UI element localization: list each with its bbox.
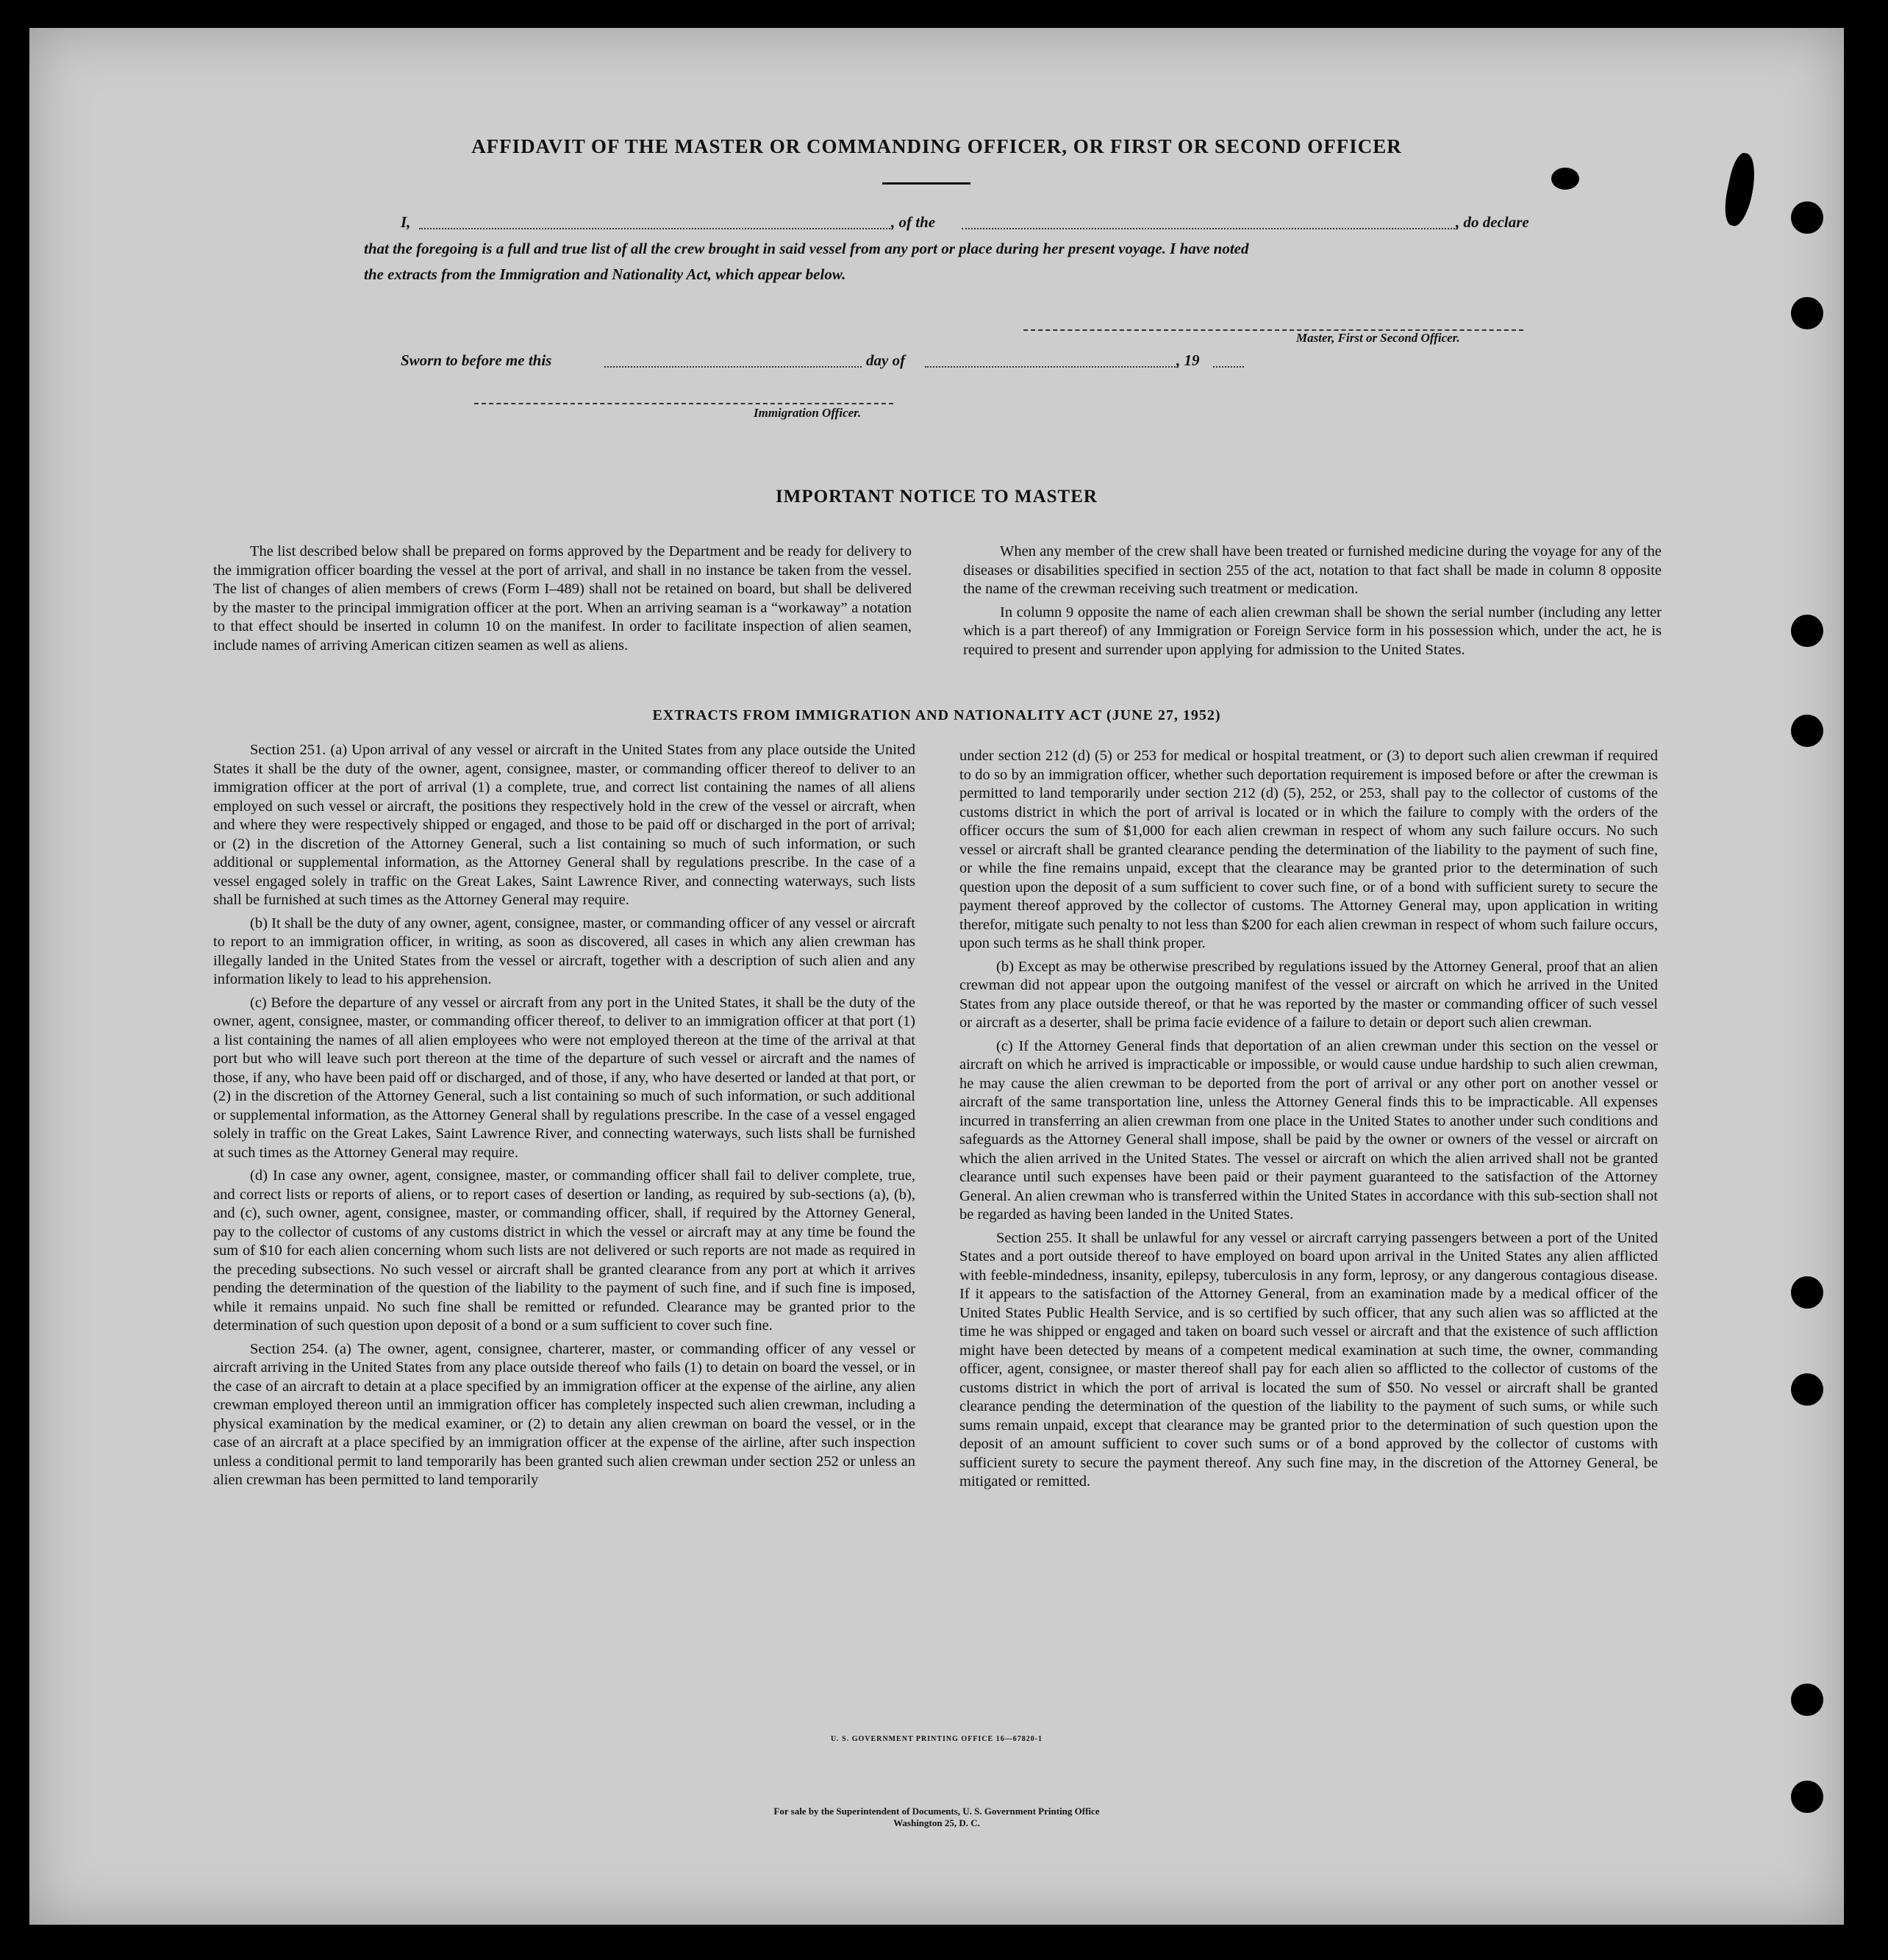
punch-hole: [1791, 1684, 1823, 1716]
notice-left-column: [213, 543, 912, 659]
section-251-c: (c) Before the departure of any vessel or aircraft from any port in the United States, it shall be the duty of the owner, agent, consignee, master, or commanding officer thereof, to deliver to an immigration officer at that port (1) a list containing the names of all alien employees who were not employed thereon at the time of the arrival at that port but who will leave such port thereon at the time of the departure of such vessel or aircraft and the names of those, if any, who have been paid off or discharged, and of those, if any, who have deserted or landed at that port, or (2) in the discretion of the Attorney General, such a list containing so much of such information, or such additional or supplemental information, as the Attorney General shall by regulations prescribe. In the case of a vessel engaged solely in traffic on the Great Lakes, Saint Lawrence River, and connecting waterways, such lists shall be furnished at such times as the Attorney General may require.: [213, 994, 915, 1161]
section-254-c: (c) If the Attorney General finds that deportation of an alien crewman under this section on the vessel or aircraft on which he arrived is impracticable or impossible, or would cause undue hardship to such alien crewman, he may cause the alien crewman to be deported from the port of arrival or any other port on another vessel or aircraft of the same transportation line, unless the Attorney General finds this to be impracticable. All expenses incurred in transferring an alien crewman from one place in the United States to another under such conditions and safeguards as the Attorney General shall impose, shall be paid by the owner or owners of the vessel or aircraft on which the alien arrived in the United States. The vessel or aircraft on which the alien arrived shall not be granted clearance until such expenses have been paid or their payment guaranteed to the satisfaction of the Attorney General. An alien crewman who is transferred within the United States in accordance with this sub-section shall not be regarded as having been landed in the United States.: [959, 1037, 1658, 1223]
punch-hole: [1791, 615, 1823, 647]
notice-left-text: The list described below shall be prepared on forms approved by the Department and be ready for delivery to the immigration officer boarding the vessel at the port of arrival, and shall in no instance be taken from the vessel. The list of changes of alien members of crews (Form I–489) shall not be retained on board, but shall be delivered by the master to the principal immigration officer at the port. When an arriving seaman is a “workaway” a notation to that effect should be inserted in column 10 on the manifest. In order to facilitate inspection of alien seamen, include names of arriving American citizen seamen as well as aliens.: [213, 543, 912, 654]
extracts-left-column: [213, 741, 915, 1495]
section-251-a: Section 251. (a) Upon arrival of any vessel or aircraft in the United States from any place outside the United States it shall be the duty of the owner, agent, consignee, master, or commanding officer thereof to deliver to an immigration officer at the port of arrival (1) a complete, true, and correct list containing the names of all aliens employed on such vessel or aircraft, the positions they respectively hold in the crew of the vessel or aircraft, when and where they were respectively shipped or engaged, and those to be paid off or discharged in the port of arrival; or (2) in the discretion of the Attorney General, such a list containing so much of such information, or such additional or supplemental information, as the Attorney General shall by regulations prescribe. In the case of a vessel engaged solely in traffic on the Great Lakes, Saint Lawrence River, and connecting waterways, such lists shall be furnished at such times as the Attorney General may require.: [213, 742, 915, 908]
affidavit-line-3: the extracts from the Immigration and Nationality Act, which appear below.: [364, 265, 846, 283]
section-255: Section 255. It shall be unlawful for any vessel or aircraft carrying passengers between a port of the United States and a port outside thereof to have employed on board upon arrival in the United States any alien afflicted with feeble-mindedness, insanity, epilepsy, tuberculosis in any form, leprosy, or any dangerous contagious disease. If it appears to the satisfaction of the Attorney General, from an examination made by a medical officer of the United States Public Health Service, and is so certified by such officer, that any such alien was so afflicted at the time he was shipped or engaged and taken on board such vessel or aircraft and that the existence of such affliction might have been detected by means of a competent medical examination at such time, the owner, commanding officer, agent, consignee, or master thereof shall pay for each alien so afflicted to the collector of customs of the customs district in which the port of arrival is located the sum of $50. No vessel or aircraft shall be granted clearance pending the determination of the question of the liability to the payment of such sums, or while such sums remain unpaid, except that clearance may be granted prior to the determination of such question upon the deposit of an amount sufficient to cover such sums or of a bond approved by the collector of customs with sufficient surety to secure the payment thereof. Any such fine may, in the discretion of the Attorney General, be mitigated or remitted.: [959, 1229, 1658, 1489]
sale-line-1: For sale by the Superintendent of Documents, U. S. Government Printing Office: [773, 1806, 1100, 1817]
ink-mark: [1551, 168, 1579, 190]
title-underline: [882, 182, 970, 185]
extracts-right-column: [959, 747, 1658, 1496]
section-254-b: (b) Except as may be otherwise prescribed by regulations issued by the Attorney General, proof that an alien crewman did not appear upon the outgoing manifest of the vessel or aircraft on which he arrived in the United States from any place outside thereof, or that he was reported by the master or commanding officer of such vessel or aircraft as a deserter, shall be prima facie evidence of a failure to detain or deport such alien crewman.: [959, 958, 1658, 1031]
punch-hole: [1791, 297, 1823, 329]
notice-right-column: [963, 543, 1662, 664]
punch-hole: [1791, 201, 1823, 234]
document-page: [29, 28, 1844, 1925]
affidavit-do-declare: , do declare: [1456, 213, 1529, 231]
printing-office-line: U. S. GOVERNMENT PRINTING OFFICE 16—67820-1: [830, 1735, 1043, 1743]
section-251-d: (d) In case any owner, agent, consignee, master, or commanding officer shall fail to deliver complete, true, and correct lists or reports of aliens, or to report cases of desertion or landing, as required by sub-sections (a), (b), and (c), such owner, agent, consignee, master, or commanding officer, shall, if required by the Attorney General, pay to the collector of customs of any customs district in which the vessel or aircraft may at any time be found the sum of $10 for each alien concerning whom such lists are not delivered or such reports are not made as required in the preceding subsections. No such vessel or aircraft shall be granted clearance from any port at which it arrives pending the determination of the question of the liability to the payment of such fine, and if such fine is imposed, while it remains unpaid. No such fine shall be remitted or refunded. Clearance may be granted prior to the determination of such question upon deposit of a bond or a sum sufficient to cover such fine.: [213, 1167, 915, 1334]
sworn-label: Sworn to before me this: [401, 351, 552, 369]
affidavit-title: AFFIDAVIT OF THE MASTER OR COMMANDING OFFICER, OR FIRST OR SECOND OFFICER: [471, 135, 1402, 157]
name-field[interactable]: [419, 228, 893, 229]
sworn-day-field[interactable]: [604, 366, 862, 368]
sworn-month-field[interactable]: [925, 366, 1179, 368]
affidavit-i-label: I,: [401, 213, 411, 231]
section-254-a-cont: under section 212 (d) (5) or 253 for medical or hospital treatment, or (3) to deport such alien crewman if required to do so by an immigration officer, whether such deportation requirement is imposed before or after the crewman is permitted to land temporarily under section 212 (d) (5), 252, or 253, shall pay to the collector of customs of the customs district in which the port of arrival is located or in which the failure to comply with the orders of the officer occurs the sum of $1,000 for each alien crewman in respect of whom any such failure occurs. No such vessel or aircraft shall be granted clearance pending the determination of the liability to the payment of such fine, or while the fine remains unpaid, except that the clearance may be granted prior to the determination of such question upon the deposit of a sum sufficient to cover such fine, or of a bond with sufficient surety to secure the payment thereof approved by the collector of customs. The Attorney General may, upon application in writing therefor, mitigate such penalty to not less than $200 for each alien crewman in respect of whom such failure occurs, upon such terms as he shall think proper.: [959, 748, 1658, 951]
officer-signature-line[interactable]: [474, 403, 893, 404]
day-of-label: day of: [866, 351, 906, 369]
affidavit-of-the: , of the: [891, 213, 936, 231]
section-251-b: (b) It shall be the duty of any owner, agent, consignee, master, or commanding officer of any vessel or aircraft to report to an immigration officer, in writing, as soon as discovered, all cases in which any alien crewman has illegally landed in the United States from the vessel or aircraft, together with a description of such alien and any information likely to lead to his apprehension.: [213, 915, 915, 987]
notice-right-text-2: In column 9 opposite the name of each alien crewman shall be shown the serial number (including any letter which is a part thereof) of any Immigration or Foreign Service form in his possession which, under the act, he is required to present and surrender upon applying for admission to the United States.: [963, 604, 1662, 658]
master-label: Master, First or Second Officer.: [1296, 331, 1460, 345]
year-label: , 19: [1176, 351, 1200, 369]
punch-hole: [1791, 1373, 1823, 1406]
sworn-year-field[interactable]: [1213, 366, 1244, 368]
ink-mark: [1720, 151, 1760, 229]
affidavit-line-2: that the foregoing is a full and true list of all the crew brought in said vessel from any port or place during her present voyage. I have noted: [364, 240, 1249, 257]
officer-label: Immigration Officer.: [754, 406, 862, 420]
punch-hole: [1791, 1276, 1823, 1309]
notice-title: IMPORTANT NOTICE TO MASTER: [776, 487, 1098, 507]
extracts-title: EXTRACTS FROM IMMIGRATION AND NATIONALITY ACT (JUNE 27, 1952): [652, 707, 1221, 723]
section-254-a: Section 254. (a) The owner, agent, consignee, charterer, master, or commanding officer of any vessel or aircraft arriving in the United States from any place outside thereof who fails (1) to detain on board the vessel, or in the case of an aircraft to detain at a place specified by an immigration officer at the expense of the airline, any alien crewman employed thereon until an immigration officer has completely inspected such alien crewman, including a physical examination by the medical examiner, or (2) to detain any alien crewman on board the vessel, or in the case of an aircraft at a place specified by an immigration officer at the expense of the airline, after such inspection unless a conditional permit to land temporarily has been granted such alien crewman under section 252 or unless an alien crewman has been permitted to land temporarily: [213, 1340, 915, 1488]
sale-line-2: Washington 25, D. C.: [893, 1817, 980, 1828]
notice-right-text-1: When any member of the crew shall have been treated or furnished medicine during the voyage for any of the diseases or disabilities specified in section 255 of the act, notation to that fact shall be made in column 8 opposite the name of the crewman receiving such treatment or medication.: [963, 543, 1662, 597]
vessel-field[interactable]: [962, 228, 1458, 229]
